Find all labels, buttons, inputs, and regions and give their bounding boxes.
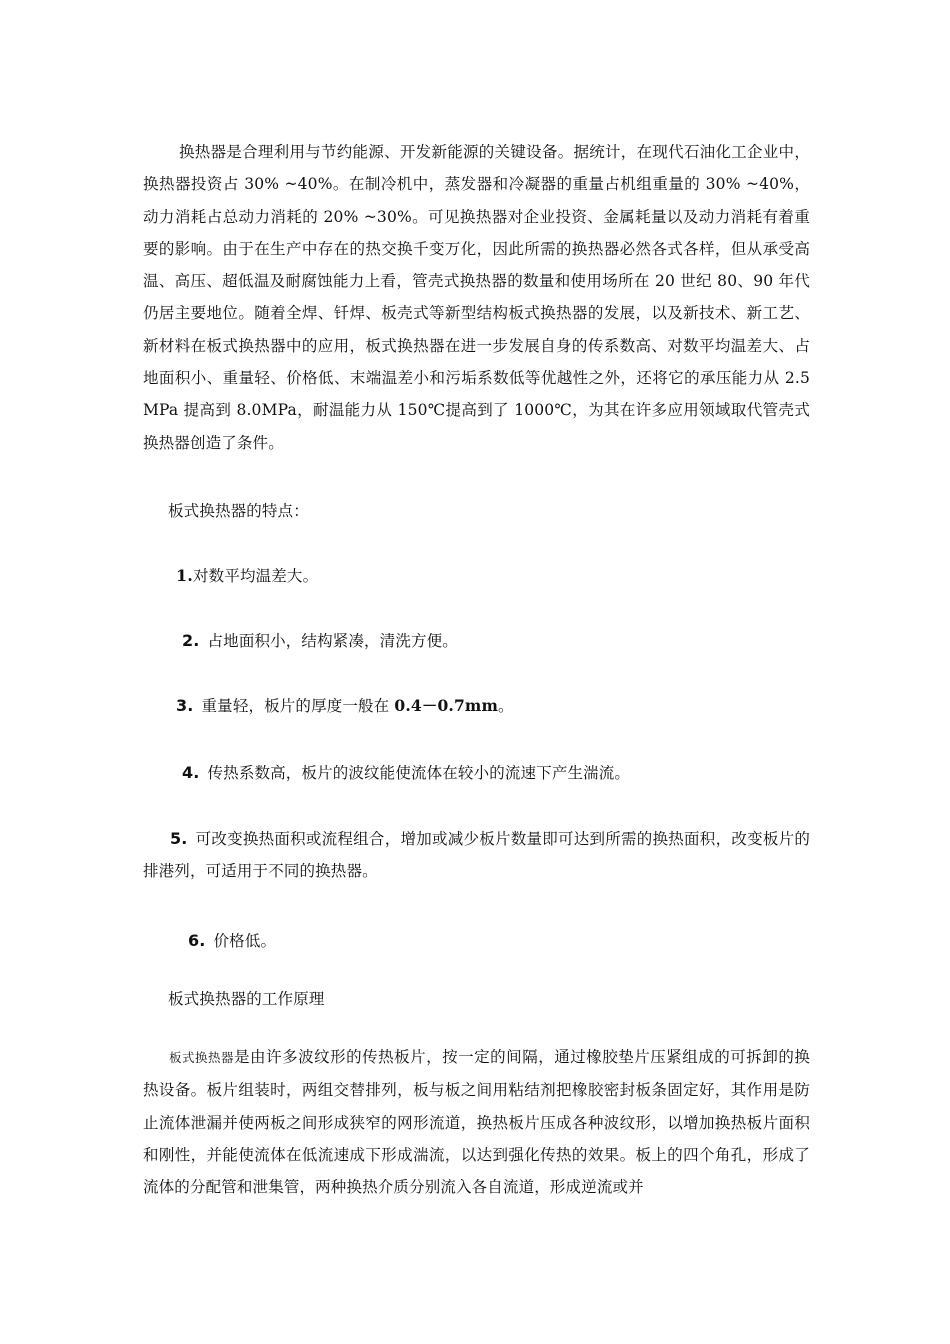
intro-paragraph: 换热器是合理利用与节约能源、开发新能源的关键设备。据统计，在现代石油化工企业中，换热器投资占 30% ~40%。在制冷机中，蒸发器和冷凝器的重量占机组重量的 30% ~40%，动力消耗占总动力消耗的 20% ~30%。可见换热器对企业投资、金属耗量以及动力消耗有着重要的影响。由于在生产中存在的热交换千变万化，因此所需的换热器必然各式各样，但从承受高温、高压、超低温及耐腐蚀能力上看，管壳式换热器的数量和使用场所在 20 世纪 80、90 年代仍居主要地位。随着全焊、钎焊、板壳式等新型结构板式换热器的发展，以及新技术、新工艺、新材料在板式换热器中的应用，板式换热器在进一步发展自身的传系数高、对数平均温差大、占地面积小、重量轻、价格低、末端温差小和污垢系数低等优越性之外，还将它的承压能力从 2.5MPa 提高到 8.0MPa，耐温能力从 150℃提高到了 1000℃，为其在许多应用领域取代管壳式换热器创造了条件。 <box>143 143 810 452</box>
feature-text-2: 占地面积小，结构紧凑，清洗方便。 <box>207 632 458 650</box>
feature-item-1 <box>176 560 843 592</box>
principle-paragraph <box>143 1041 810 1203</box>
principle-heading: 板式换热器的工作原理 <box>168 990 325 1008</box>
feature-text-3-bold: 0.4－0.7mm <box>394 696 498 715</box>
feature-number-5: 5. <box>170 829 188 848</box>
feature-item-4 <box>182 757 849 789</box>
feature-number-3: 3. <box>176 696 194 715</box>
feature-number-1: 1. <box>176 566 194 585</box>
feature-text-5: 可改变换热面积或流程组合，增加或减少板片数量即可达到所需的换热面积，改变板片的排港列，可适用于不同的换热器。 <box>143 830 810 881</box>
feature-text-3-before: 重量轻，板片的厚度一般在 <box>201 697 395 715</box>
principle-lead: 板式换热器 <box>169 1050 235 1065</box>
feature-text-6: 价格低。 <box>213 932 277 950</box>
feature-item-5 <box>143 823 810 888</box>
feature-number-2: 2. <box>182 631 200 650</box>
feature-item-3 <box>176 690 843 722</box>
feature-text-3-after: 。 <box>498 697 514 715</box>
feature-number-4: 4. <box>182 763 200 782</box>
feature-item-2 <box>182 625 849 657</box>
feature-text-4: 传热系数高，板片的波纹能使流体在较小的流速下产生湍流。 <box>207 764 631 782</box>
principle-body: 是由许多波纹形的传热板片，按一定的间隔，通过橡胶垫片压紧组成的可拆卸的换热设备。板片组装时，两组交替排列，板与板之间用粘结剂把橡胶密封板条固定好，其作用是防止流体泄漏并使两板之间形成狭窄的网形流道，换热板片压成各种波纹形，以增加换热板片面积和刚性，并能使流体在低流速成下形成湍流，以达到强化传热的效果。板上的四个角孔，形成了流体的分配管和泄集管，两种换热介质分别流入各自流道，形成逆流或并 <box>143 1048 810 1197</box>
feature-number-6: 6. <box>188 931 206 950</box>
feature-text-1: 对数平均温差大。 <box>193 567 319 585</box>
feature-item-6 <box>188 925 855 957</box>
features-heading: 板式换热器的特点： <box>168 502 309 520</box>
